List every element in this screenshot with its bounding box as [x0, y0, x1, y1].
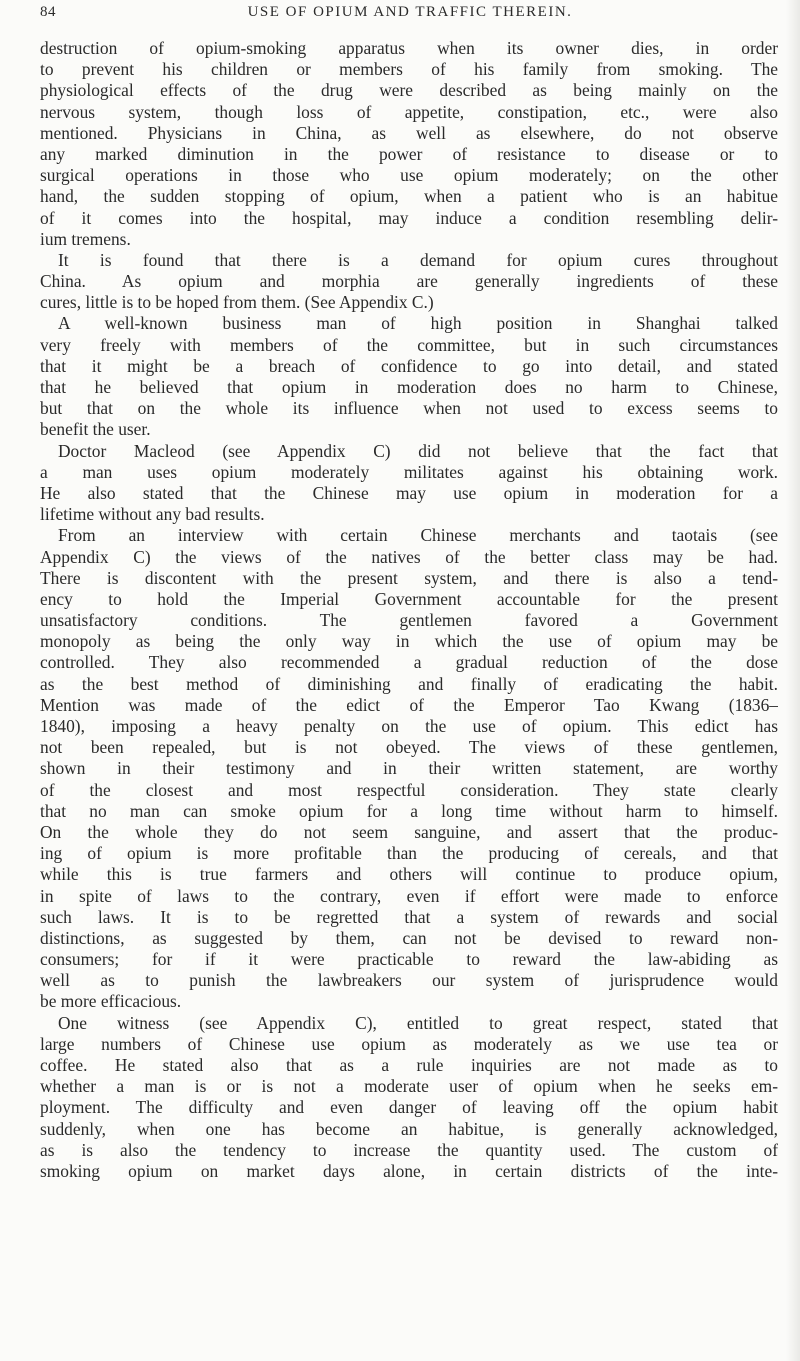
- text-line: that no man can smoke opium for a long time without harm to himself.: [40, 800, 778, 821]
- text-line: lifetime without any bad results.: [40, 504, 265, 525]
- text-line: large numbers of Chinese use opium as moderately as we use tea or: [40, 1033, 778, 1054]
- text-line: whether a man is or is not a moderate user of opium when he seeks em-: [40, 1076, 778, 1097]
- text-line: distinctions, as suggested by them, can not be devised to reward non-: [40, 927, 778, 948]
- text-line: not been repealed, but is not obeyed. The views of these gentlemen,: [40, 737, 778, 758]
- text-line: monopoly as being the only way in which the use of opium may be: [40, 631, 778, 652]
- text-line: suddenly, when one has become an habitue, is generally acknowledged,: [40, 1118, 778, 1139]
- running-head: [40, 4, 780, 28]
- text-line: very freely with members of the committee, but in such circumstances: [40, 334, 778, 355]
- text-line: shown in their testimony and in their written statement, are worthy: [40, 758, 778, 779]
- text-line: in spite of laws to the contrary, even if effort were made to enforce: [40, 885, 778, 906]
- text-line: while this is true farmers and others will continue to produce opium,: [40, 864, 778, 885]
- text-line: Mention was made of the edict of the Emperor Tao Kwang (1836–: [40, 694, 778, 715]
- text-line: but that on the whole its influence when not used to excess seems to: [40, 398, 778, 419]
- text-line: ium tremens.: [40, 228, 131, 249]
- text-line: Doctor Macleod (see Appendix C) did not believe that the fact that: [58, 440, 778, 461]
- text-line: ency to hold the Imperial Government accountable for the present: [40, 588, 778, 609]
- text-line: ployment. The difficulty and even danger of leaving off the opium habit: [40, 1097, 778, 1118]
- text-line: smoking opium on market days alone, in certain districts of the inte-: [40, 1160, 778, 1181]
- text-line: One witness (see Appendix C), entitled to great respect, stated that: [58, 1012, 778, 1033]
- text-line: cures, little is to be hoped from them. (See Appendix C.): [40, 292, 434, 313]
- text-line: of it comes into the hospital, may induce a condition resembling delir-: [40, 207, 778, 228]
- text-line: such laws. It is to be regretted that a system of rewards and social: [40, 906, 778, 927]
- text-line: to prevent his children or members of his family from smoking. The: [40, 59, 778, 80]
- text-line: China. As opium and morphia are generally ingredients of these: [40, 271, 778, 292]
- text-line: consumers; for if it were practicable to reward the law-abiding as: [40, 949, 778, 970]
- text-line: that it might be a breach of confidence to go into detail, and stated: [40, 355, 778, 376]
- text-line: mentioned. Physicians in China, as well as elsewhere, do not observe: [40, 122, 778, 143]
- page-edge-shadow: [786, 0, 800, 1361]
- text-line: surgical operations in those who use opium moderately; on the other: [40, 165, 778, 186]
- running-head-title: USE OF OPIUM AND TRAFFIC THEREIN.: [247, 4, 573, 20]
- text-line: coffee. He stated also that as a rule inquiries are not made as to: [40, 1055, 778, 1075]
- text-line: any marked diminution in the power of resistance to disease or to: [40, 143, 778, 164]
- text-line: well as to punish the lawbreakers our system of jurisprudence would: [40, 970, 778, 991]
- text-line: of the closest and most respectful consideration. They state clearly: [40, 779, 778, 800]
- text-line: physiological effects of the drug were described as being mainly on the: [40, 80, 778, 101]
- text-line: be more efficacious.: [40, 991, 182, 1012]
- text-line: destruction of opium-smoking apparatus when its owner dies, in order: [40, 38, 778, 58]
- text-line: ing of opium is more profitable than the producing of cereals, and that: [40, 843, 778, 864]
- text-line: A well-known business man of high position in Shanghai talked: [58, 313, 778, 334]
- text-line: Appendix C) the views of the natives of the better class may be had.: [40, 546, 778, 567]
- text-line: There is discontent with the present system, and there is also a tend-: [40, 567, 778, 588]
- body-text: [40, 38, 778, 1182]
- text-line: that he believed that opium in moderation does no harm to Chinese,: [40, 377, 778, 397]
- text-line: From an interview with certain Chinese merchants and taotais (see: [58, 525, 778, 546]
- text-line: controlled. They also recommended a gradual reduction of the dose: [40, 652, 778, 673]
- text-line: unsatisfactory conditions. The gentlemen favored a Government: [40, 610, 778, 631]
- text-line: benefit the user.: [40, 419, 151, 440]
- text-line: He also stated that the Chinese may use opium in moderation for a: [40, 482, 778, 503]
- text-line: as the best method of diminishing and finally of eradicating the habit.: [40, 673, 778, 694]
- text-line: hand, the sudden stopping of opium, when a patient who is an habitue: [40, 186, 778, 207]
- text-line: a man uses opium moderately militates against his obtaining work.: [40, 461, 778, 482]
- text-line: as is also the tendency to increase the quantity used. The custom of: [40, 1139, 778, 1160]
- text-line: It is found that there is a demand for opium cures throughout: [58, 249, 778, 270]
- text-line: On the whole they do not seem sanguine, and assert that the produc-: [40, 821, 778, 842]
- text-line: 1840), imposing a heavy penalty on the use of opium. This edict has: [40, 716, 778, 736]
- page-number: 84: [40, 4, 56, 20]
- text-line: nervous system, though loss of appetite, constipation, etc., were also: [40, 101, 778, 122]
